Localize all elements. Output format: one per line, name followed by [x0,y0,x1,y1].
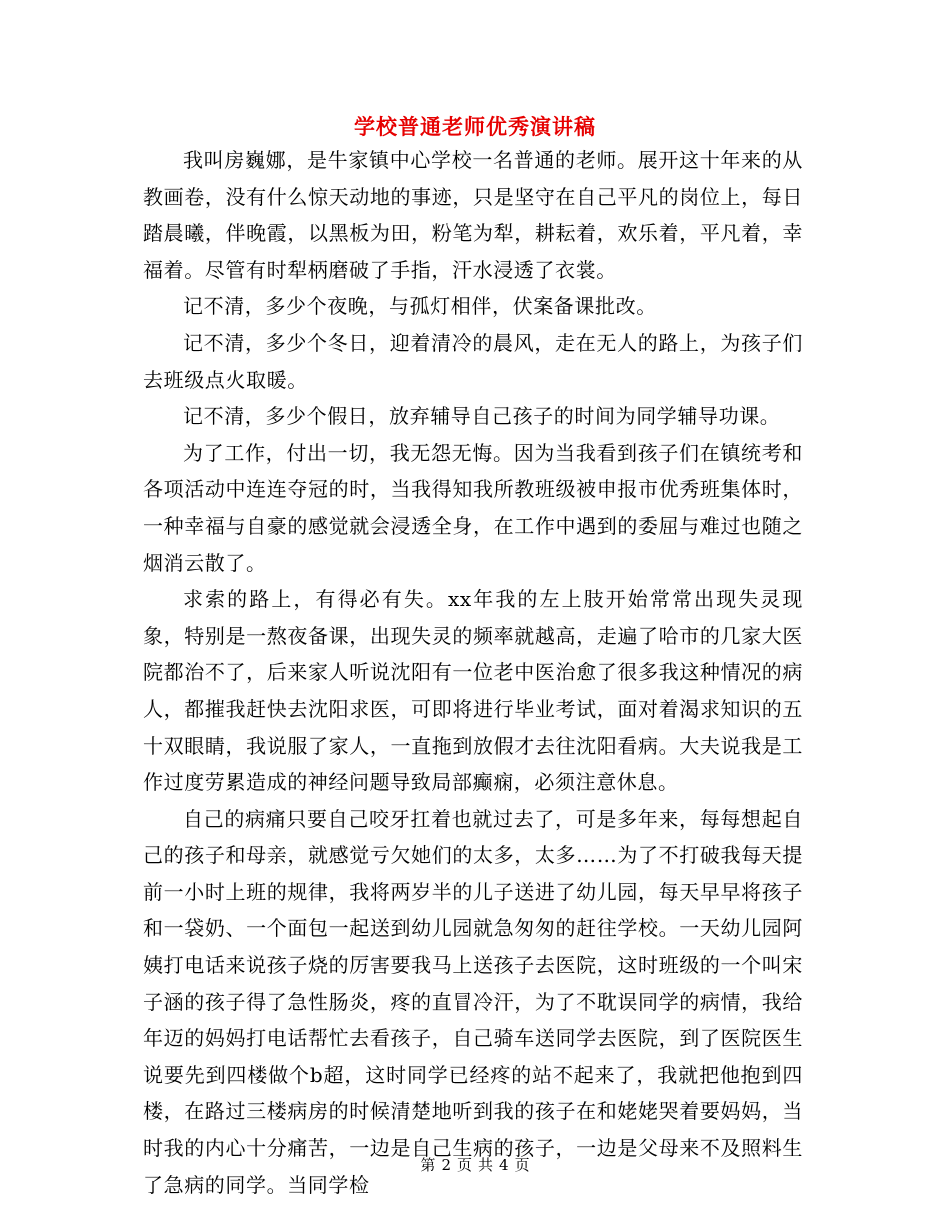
paragraph-intro: 我叫房巍娜，是牛家镇中心学校一名普通的老师。展开这十年来的从教画卷，没有什么惊天动地的事迹，只是坚守在自己平凡的岗位上，每日踏晨曦，伴晚霞，以黑板为田，粉笔为犁，耕耘着，欢乐着，平凡着，幸福着。尽管有时犁柄磨破了手指，汗水浸透了衣裳。 [143,148,803,282]
paragraph-illness: 求索的路上，有得必有失。xx年我的左上肢开始常常出现失灵现象，特别是一熬夜备课，出现失灵的频率就越高，走遍了哈市的几家大医院都治不了，后来家人听说沈阳有一位老中医治愈了很多我这种情况的病人，都摧我赶快去沈阳求医，可即将进行毕业考试，面对着渴求知识的五十双眼睛，我说服了家人，一直拖到放假才去往沈阳看病。大夫说我是工作过度劳累造成的神经问题导致局部癫痫，必须注意休息。 [143,587,803,795]
page-footer [0,1155,950,1175]
paragraph-dedication: 为了工作，付出一切，我无怨无悔。因为当我看到孩子们在镇统考和各项活动中连连夺冠的时，当我得知我所教班级被申报市优秀班集体时，一种幸福与自豪的感觉就会浸透全身，在工作中遇到的委屈与难过也随之烟消云散了。 [143,440,803,575]
footer-total-prefix: 共 [478,1156,494,1174]
paragraph-holidays: 记不清，多少个假日，放弃辅导自己孩子的时间为同学辅导功课。 [183,404,781,429]
footer-total-unit: 页 [514,1156,530,1174]
paragraph-nights: 记不清，多少个夜晚，与孤灯相伴，伏案备课批改。 [183,294,657,319]
document-body [143,142,803,1203]
document-title: 学校普通老师优秀演讲稿 [354,114,596,139]
footer-prefix: 第 [420,1156,436,1174]
footer-page-number: 2 [441,1156,451,1174]
footer-total-pages: 4 [499,1156,509,1174]
footer-page-unit: 页 [456,1156,472,1174]
paragraph-winters: 记不清，多少个冬日，迎着清冷的晨风，走在无人的路上，为孩子们去班级点火取暖。 [143,330,803,392]
paragraph-family: 自己的病痛只要自己咬牙扛着也就过去了，可是多年来，每每想起自己的孩子和母亲，就感觉亏欠她们的太多，太多……为了不打破我每天提前一小时上班的规律，我将两岁半的儿子送进了幼儿园，每天早早将孩子和一袋奶、一个面包一起送到幼儿园就急匆匆的赶往学校。一天幼儿园阿姨打电话来说孩子烧的厉害要我马上送孩子去医院，这时班级的一个叫宋子涵的孩子得了急性肠炎，疼的直冒冷汗，为了不耽误同学的病情，我给年迈的妈妈打电话帮忙去看孩子，自己骑车送同学去医院，到了医院医生说要先到四楼做个b超，这时同学已经疼的站不起来了，我就把他抱到四楼，在路过三楼病房的时候清楚地听到我的孩子在和姥姥哭着要妈妈，当时我的内心十分痛苦，一边是自己生病的孩子，一边是父母来不及照料生了急病的同学。当同学检 [143,806,803,1197]
